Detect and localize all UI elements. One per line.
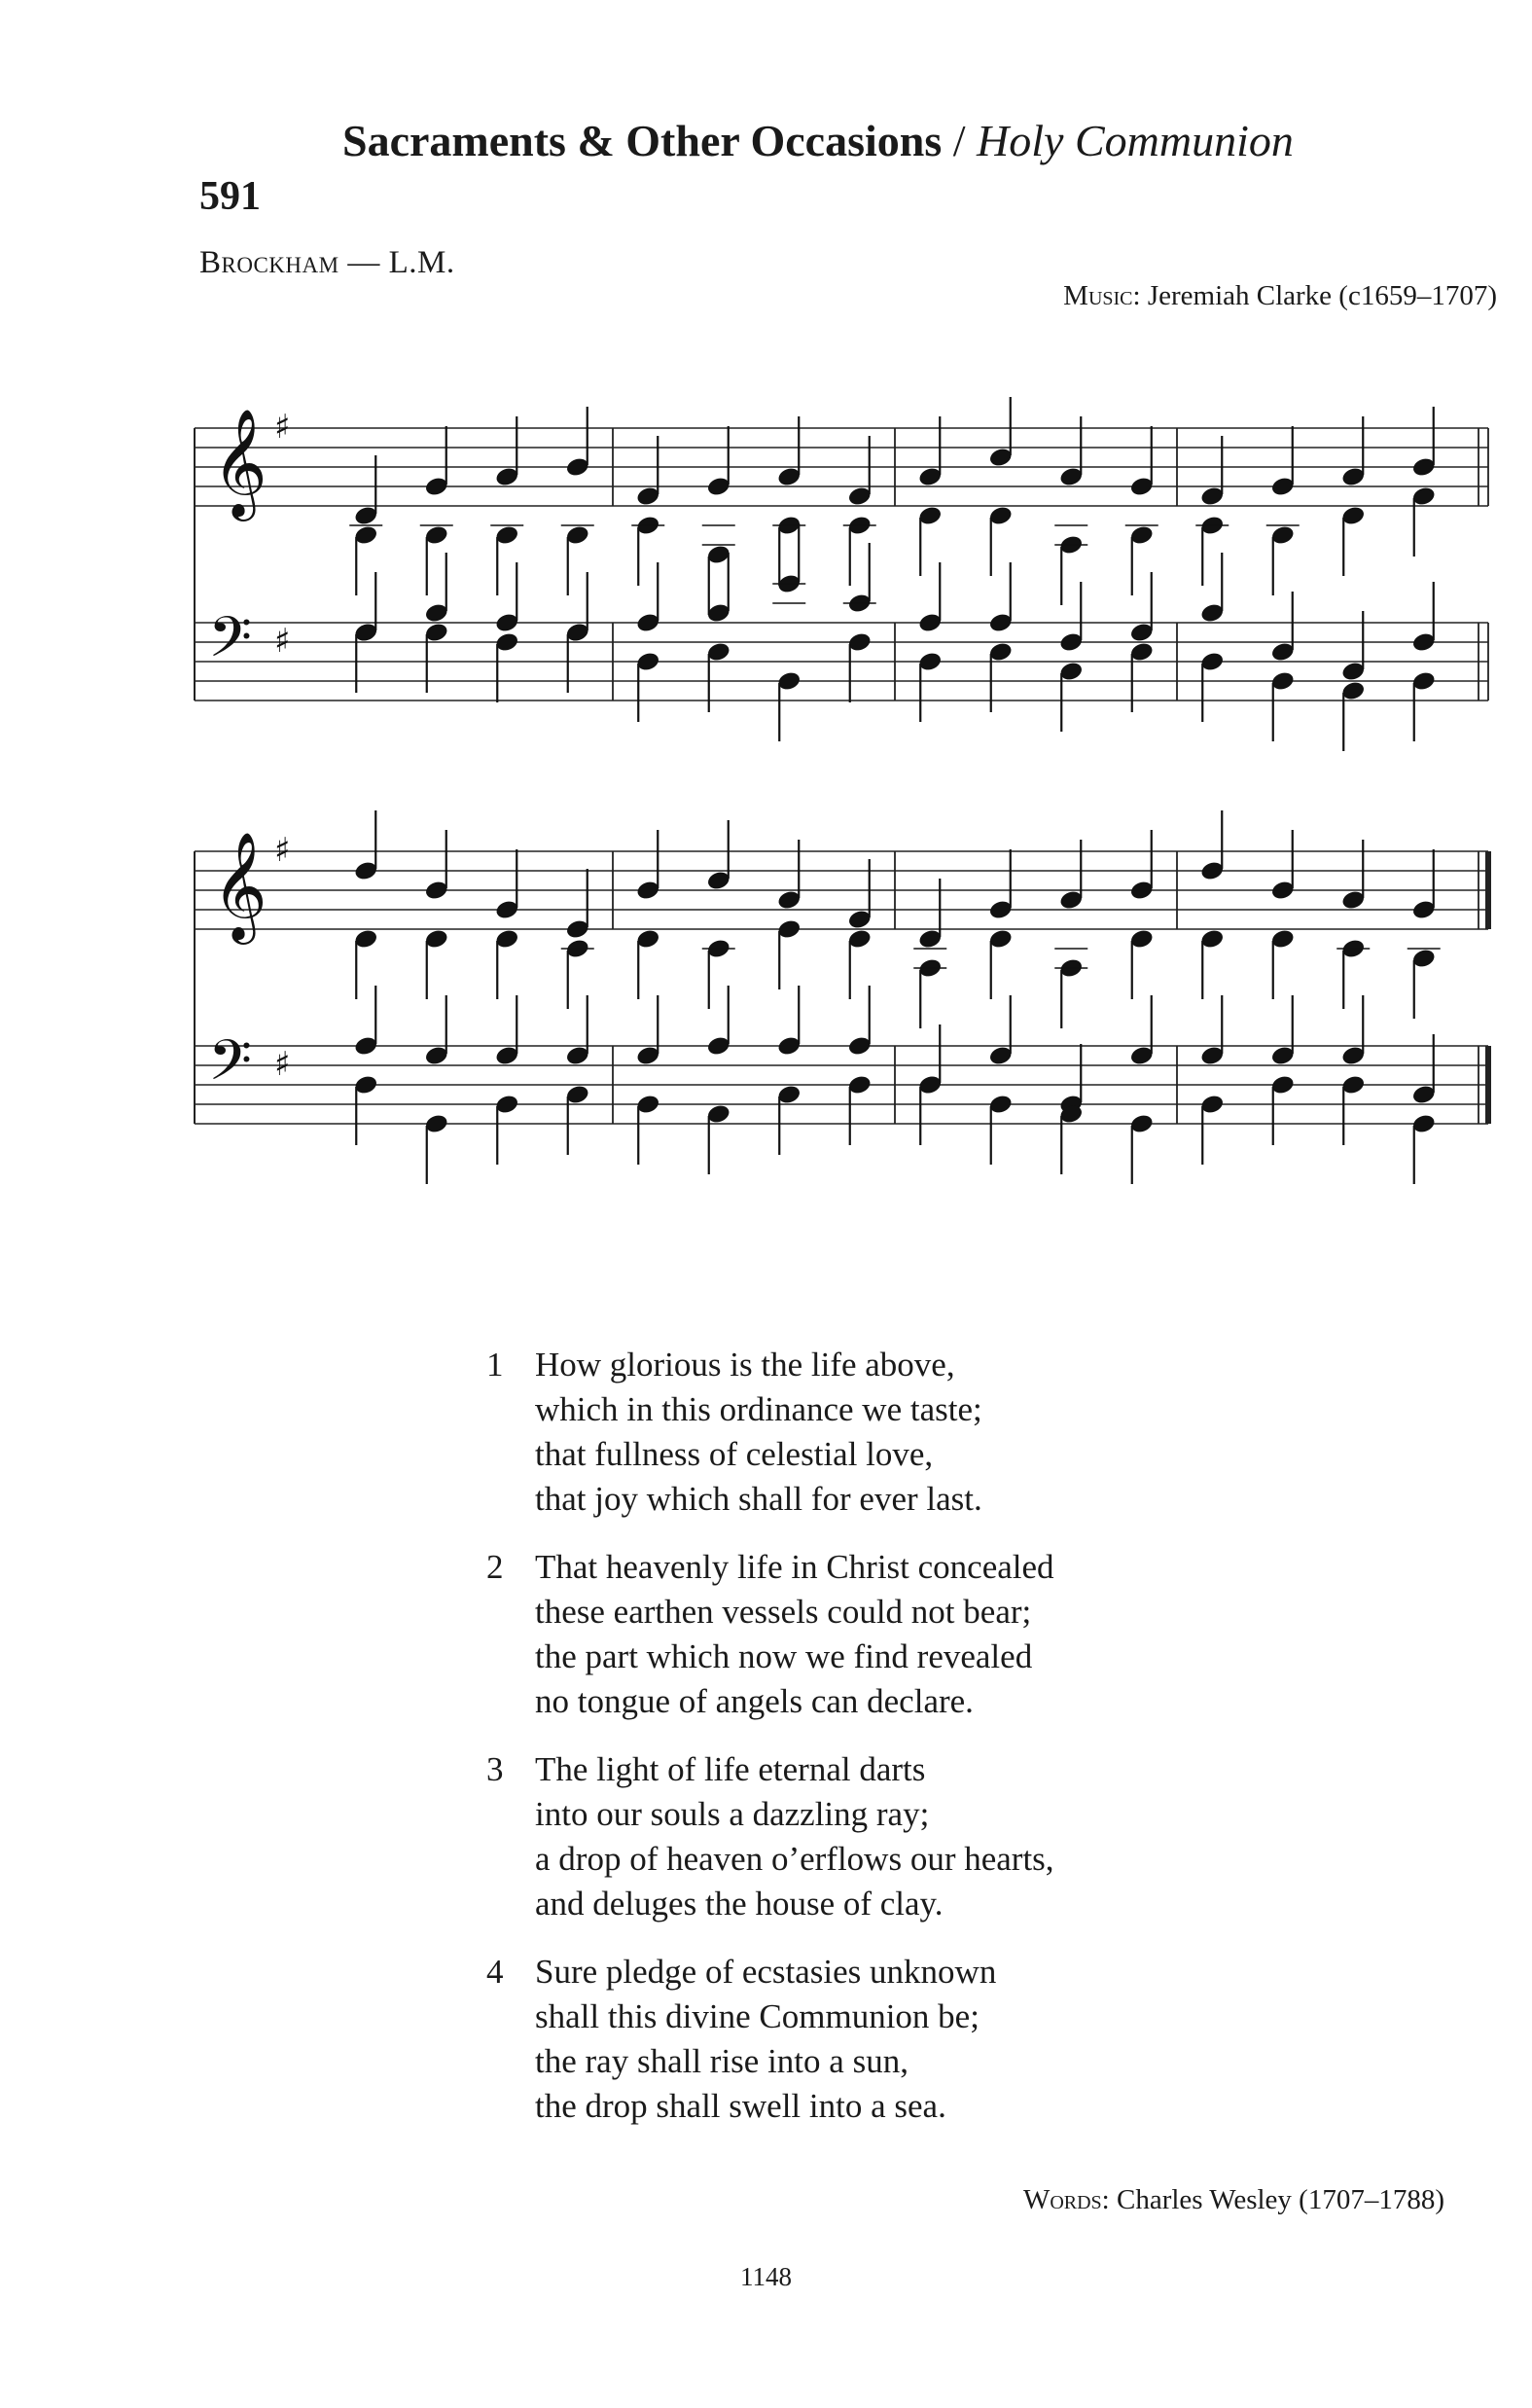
note-alto xyxy=(843,515,876,586)
note-tenor xyxy=(772,523,805,603)
verse-line: which in this ordinance we taste; xyxy=(535,1390,982,1428)
note-bass xyxy=(1411,1113,1437,1184)
note-alto xyxy=(1340,505,1366,576)
note-alto xyxy=(1411,485,1437,557)
note-alto xyxy=(1125,524,1158,595)
note-soprano xyxy=(494,849,519,920)
note-alto xyxy=(1270,928,1296,999)
note-soprano xyxy=(1058,416,1084,487)
verse-line: The light of life eternal darts xyxy=(535,1750,926,1788)
words-credit-text: Charles Wesley (1707–1788) xyxy=(1116,2184,1444,2215)
note-alto xyxy=(1054,949,1087,1028)
note-bass xyxy=(1058,661,1084,732)
page-number: 1148 xyxy=(740,2262,792,2291)
note-bass xyxy=(635,1094,660,1165)
verse-number: 2 xyxy=(486,1548,504,1586)
verse-number: 3 xyxy=(486,1750,504,1788)
verse-line: That heavenly life in Christ concealed xyxy=(535,1548,1054,1586)
verse-number: 1 xyxy=(486,1346,504,1384)
music-system-1 xyxy=(185,370,1498,788)
note-soprano xyxy=(1270,830,1296,901)
note-bass xyxy=(494,1094,519,1165)
note-soprano xyxy=(847,436,873,507)
key-sharp-icon: ♯ xyxy=(274,408,291,447)
verse-3 xyxy=(486,1747,1054,1926)
note-tenor xyxy=(1129,995,1155,1066)
note-tenor xyxy=(494,995,519,1066)
note-bass xyxy=(917,1074,943,1145)
bass-clef-icon: 𝄢 xyxy=(208,604,253,684)
note-bass xyxy=(917,651,943,722)
note-soprano xyxy=(565,869,590,940)
note-tenor xyxy=(1270,592,1296,663)
note-tenor xyxy=(843,543,876,614)
note-alto xyxy=(702,938,735,1009)
note-soprano xyxy=(706,820,731,891)
note-bass xyxy=(635,651,660,722)
note-bass xyxy=(565,622,590,693)
note-tenor xyxy=(1199,995,1225,1066)
note-alto xyxy=(490,524,523,595)
note-bass xyxy=(706,641,731,712)
note-bass xyxy=(1058,1103,1084,1174)
note-bass xyxy=(1199,651,1225,722)
verse-line: the part which now we find revealed xyxy=(535,1637,1033,1675)
bass-clef-icon: 𝄢 xyxy=(208,1027,253,1107)
verse-line: these earthen vessels could not bear; xyxy=(535,1593,1032,1631)
note-tenor xyxy=(635,995,660,1066)
note-alto xyxy=(772,515,805,586)
music-staves xyxy=(185,793,1498,1211)
note-bass xyxy=(988,641,1014,712)
note-bass xyxy=(776,1084,802,1155)
verse-line: that fullness of celestial love, xyxy=(535,1435,934,1473)
note-soprano xyxy=(1129,426,1155,497)
note-tenor xyxy=(1270,995,1296,1066)
note-soprano xyxy=(1129,830,1155,901)
note-alto xyxy=(1266,524,1300,595)
note-alto xyxy=(702,525,735,615)
note-bass xyxy=(1340,1074,1366,1145)
verse-line: and deluges the house of clay. xyxy=(535,1885,944,1923)
note-bass xyxy=(424,1113,449,1184)
note-bass xyxy=(847,631,873,702)
note-alto xyxy=(561,938,594,1009)
note-soprano xyxy=(988,849,1014,920)
note-soprano xyxy=(988,397,1014,468)
words-credit-label: Words: xyxy=(1022,2184,1110,2215)
note-soprano xyxy=(424,830,449,901)
note-alto xyxy=(561,524,594,595)
note-alto xyxy=(1129,928,1155,999)
note-tenor xyxy=(988,995,1014,1066)
note-soprano xyxy=(1411,849,1437,920)
note-soprano xyxy=(1340,416,1366,487)
note-alto xyxy=(913,949,946,1028)
note-soprano xyxy=(917,879,943,950)
music-credit-label: Music: xyxy=(1063,280,1141,311)
section-heading xyxy=(342,115,1294,166)
verse-line: Sure pledge of ecstasies unknown xyxy=(535,1953,997,1991)
note-soprano xyxy=(1270,426,1296,497)
key-sharp-icon: ♯ xyxy=(274,622,291,661)
music-credit-text: Jeremiah Clarke (c1659–1707) xyxy=(1147,280,1497,311)
note-tenor xyxy=(776,986,802,1057)
note-soprano xyxy=(917,416,943,487)
verse-number: 4 xyxy=(486,1953,504,1991)
verse-line: shall this divine Communion be; xyxy=(535,1997,980,2035)
treble-clef-icon: 𝄞 xyxy=(212,831,267,940)
note-alto xyxy=(988,928,1014,999)
verse-list xyxy=(486,1343,1054,2152)
note-bass xyxy=(1129,641,1155,712)
note-tenor xyxy=(1340,611,1366,682)
note-soprano xyxy=(706,426,731,497)
note-bass xyxy=(494,631,519,702)
note-bass xyxy=(1199,1094,1225,1165)
note-alto xyxy=(776,918,802,989)
verse-line: the drop shall swell into a sea. xyxy=(535,2087,946,2125)
verse-line: the ray shall rise into a sun, xyxy=(535,2042,909,2080)
key-sharp-icon: ♯ xyxy=(274,831,291,870)
note-bass xyxy=(1340,680,1366,751)
note-bass xyxy=(988,1094,1014,1165)
verse-2 xyxy=(486,1545,1054,1724)
note-soprano xyxy=(1199,436,1225,507)
music-system-2 xyxy=(185,793,1498,1211)
verse-line: into our souls a dazzling ray; xyxy=(535,1795,930,1833)
note-soprano xyxy=(635,830,660,901)
tune-name: Brockham — L.M. xyxy=(199,245,455,280)
note-bass xyxy=(776,670,802,741)
note-soprano xyxy=(494,416,519,487)
note-alto xyxy=(631,515,664,586)
note-alto xyxy=(424,928,449,999)
note-bass xyxy=(1411,670,1437,741)
note-alto xyxy=(1054,525,1087,605)
note-bass xyxy=(706,1103,731,1174)
note-alto xyxy=(1336,938,1370,1009)
note-soprano xyxy=(847,859,873,930)
note-soprano xyxy=(1199,810,1225,881)
note-alto xyxy=(1199,928,1225,999)
words-credit xyxy=(1023,2184,1444,2216)
note-bass xyxy=(1270,670,1296,741)
note-soprano xyxy=(1340,840,1366,911)
note-soprano xyxy=(353,455,378,526)
note-soprano xyxy=(776,840,802,911)
music-staves xyxy=(185,370,1498,788)
note-alto xyxy=(420,524,453,595)
verse-4 xyxy=(486,1950,1054,2129)
section-title: Sacraments & Other Occasions xyxy=(342,116,943,165)
note-bass xyxy=(847,1074,873,1145)
note-soprano xyxy=(424,426,449,497)
note-bass xyxy=(565,1084,590,1155)
key-sharp-icon: ♯ xyxy=(274,1045,291,1084)
verse-line: no tongue of angels can declare. xyxy=(535,1682,974,1720)
treble-clef-icon: 𝄞 xyxy=(212,408,267,517)
note-bass xyxy=(424,622,449,693)
note-tenor xyxy=(1058,1044,1084,1115)
note-alto xyxy=(349,524,382,595)
note-soprano xyxy=(565,407,590,478)
verse-line: a drop of heaven o’erflows our hearts, xyxy=(535,1840,1054,1878)
note-soprano xyxy=(776,416,802,487)
note-bass xyxy=(353,1074,378,1145)
note-soprano xyxy=(635,436,660,507)
note-tenor xyxy=(1411,1034,1437,1105)
note-tenor xyxy=(1411,582,1437,653)
note-bass xyxy=(1270,1074,1296,1145)
heading-separator: / xyxy=(942,116,978,165)
note-bass xyxy=(353,622,378,693)
note-soprano xyxy=(1411,407,1437,478)
verse-1 xyxy=(486,1343,1054,1522)
note-alto xyxy=(1407,948,1441,1019)
music-credit xyxy=(1063,280,1497,312)
note-alto xyxy=(494,928,519,999)
subsection-title: Holy Communion xyxy=(977,116,1294,165)
note-bass xyxy=(1129,1113,1155,1184)
note-soprano xyxy=(1058,840,1084,911)
hymn-number: 591 xyxy=(199,174,261,219)
verse-line: How glorious is the life above, xyxy=(535,1346,955,1384)
note-alto xyxy=(1195,515,1229,586)
note-tenor xyxy=(424,995,449,1066)
note-alto xyxy=(635,928,660,999)
note-soprano xyxy=(353,810,378,881)
verse-line: that joy which shall for ever last. xyxy=(535,1480,982,1518)
